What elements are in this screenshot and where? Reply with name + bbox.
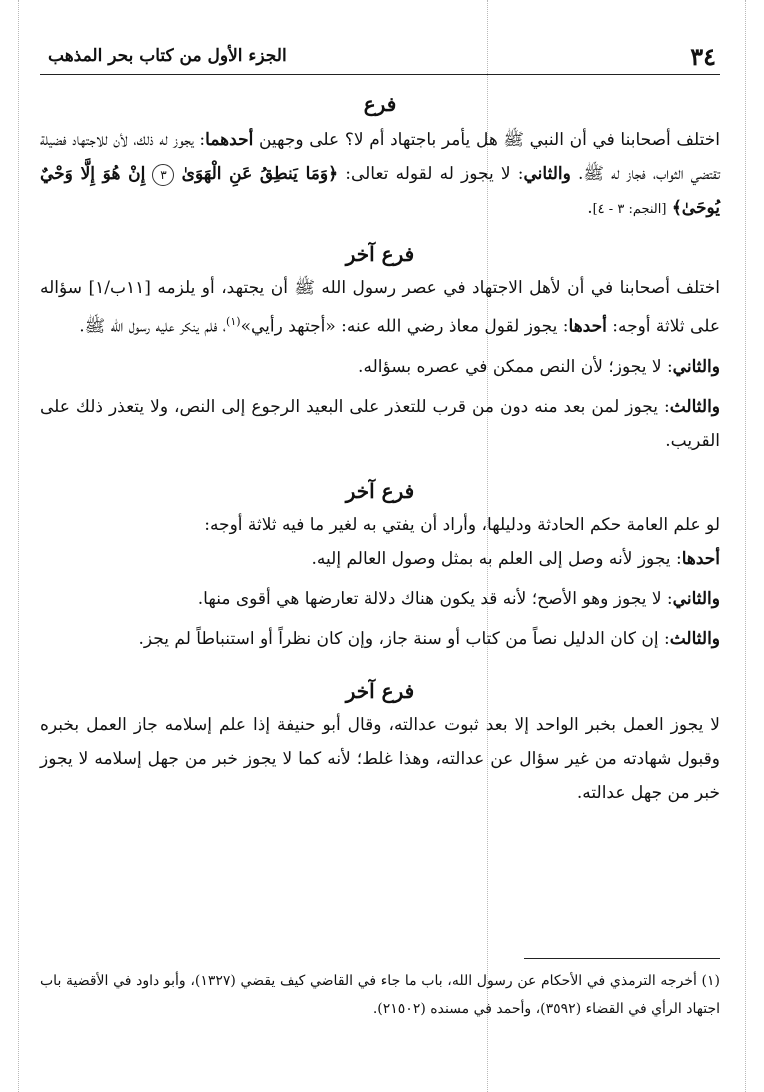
paragraph [40, 622, 720, 656]
text-run: : لا يجوز له لقوله تعالى: [338, 164, 524, 184]
text-run: : لا يجوز وهو الأصح؛ لأنه قد يكون هناك دلالة تعارضها هي أقوى منها. [197, 588, 673, 609]
footnote [40, 967, 720, 1023]
paragraph [40, 350, 720, 384]
bold-label: أحدهما [205, 130, 254, 150]
verse-citation: [النجم: ٣ - ٤] [592, 202, 667, 217]
text-run: . [587, 198, 593, 218]
quran-verse: ﴿وَمَا يَنطِقُ عَنِ الْهَوَىٰ [181, 164, 339, 184]
bold-label: والثاني [523, 164, 571, 184]
paragraph: لا يجوز العمل بخبر الواحد إلا بعد ثبوت عدالته، وقال أبو حنيفة إذا علم إسلامه جاز العمل بخبره وقبول شهادته من غير سؤال عن عدالته، وهذا غلط؛ لأنه كما لا يجوز خبر من جهل إسلامه لا يجوز خبر من جهل عدالته. [40, 714, 720, 803]
section-heading: فرع آخر [345, 478, 415, 503]
paragraph: لو علم العامة حكم الحادثة ودليلها، وأراد أن يفتي به لغير ما فيه ثلاثة أوجه: [204, 514, 720, 535]
section-heading: فرع آخر [345, 678, 415, 703]
bold-label: والثاني [672, 588, 720, 609]
paragraph [40, 123, 720, 227]
bold-label: والثالث [669, 628, 720, 649]
text-run: اختلف أصحابنا في أن النبي ﷺ هل يأمر باجتهاد أم لا؟ على وجهين [253, 130, 721, 150]
paragraph [40, 271, 720, 344]
page [40, 38, 720, 810]
paragraph [40, 390, 720, 458]
page-number: ٣٤ [690, 42, 716, 71]
section-heading: فرع آخر [345, 242, 415, 266]
margin-guide [745, 0, 746, 1092]
footnote-text: أخرجه الترمذي في الأحكام عن رسول الله، باب ما جاء في القاضي كيف يقضي (١٣٢٧)، وأبو داود في الأقضية باب اجتهاد الرأي في القضاء (٣٥٩٢)، وأحمد في مسنده (٢١٥٠٢). [40, 973, 720, 1017]
margin-guide [18, 0, 19, 1092]
text-run: : إن كان الدليل نصاً من كتاب أو سنة جاز، وإن كان نظراً أو استنباطاً لم يجز. [138, 628, 670, 649]
bold-label: أحدها [568, 316, 607, 337]
running-header [40, 38, 720, 75]
ayah-number-marker: ٣ [152, 164, 174, 186]
section-heading: فرع [363, 92, 397, 116]
footnotes [40, 958, 720, 1023]
footnote-marker: (١) [701, 973, 720, 989]
paragraph [40, 542, 720, 576]
footnote-divider [524, 958, 720, 959]
text-run: : يجوز لقول معاذ رضي الله عنه: «أجتهد رأيي» [240, 316, 569, 337]
bold-label: والثالث [669, 396, 720, 417]
paragraph [40, 582, 720, 616]
text-run: ، فلم ينكر عليه رسول الله ﷺ. [79, 316, 227, 337]
text-run: اختلف أصحابنا في أن لأهل الاجتهاد في عصر رسول الله ﷺ أن يجتهد، أو يلزمه [١١ب/١] سؤاله على ثلاثة أوجه: [40, 278, 720, 337]
text-run: : لا يجوز؛ لأن النص ممكن في عصره بسؤاله. [358, 356, 673, 377]
bold-label: أحدها [681, 548, 720, 569]
footnote-reference[interactable]: (١) [226, 315, 241, 328]
running-title: الجزء الأول من كتاب بحر المذهب [48, 46, 287, 66]
quran-verse: إِنْ هُوَ إِلَّا وَحْيٌ يُوحَىٰ﴾ [40, 164, 720, 218]
text-run: : يجوز له ذلك، لأن للاجتهاد فضيلة تقتضي الثواب، فجاز له ﷺ. [40, 130, 721, 184]
text-run: : يجوز لمن بعد منه دون من قرب للتعذر على البعيد الرجوع إلى النص، ولا يتعذر ذلك على القريب. [40, 396, 720, 451]
text-run: : يجوز لأنه وصل إلى العلم به بمثل وصول العالم إليه. [311, 548, 682, 569]
bold-label: والثاني [672, 356, 720, 377]
